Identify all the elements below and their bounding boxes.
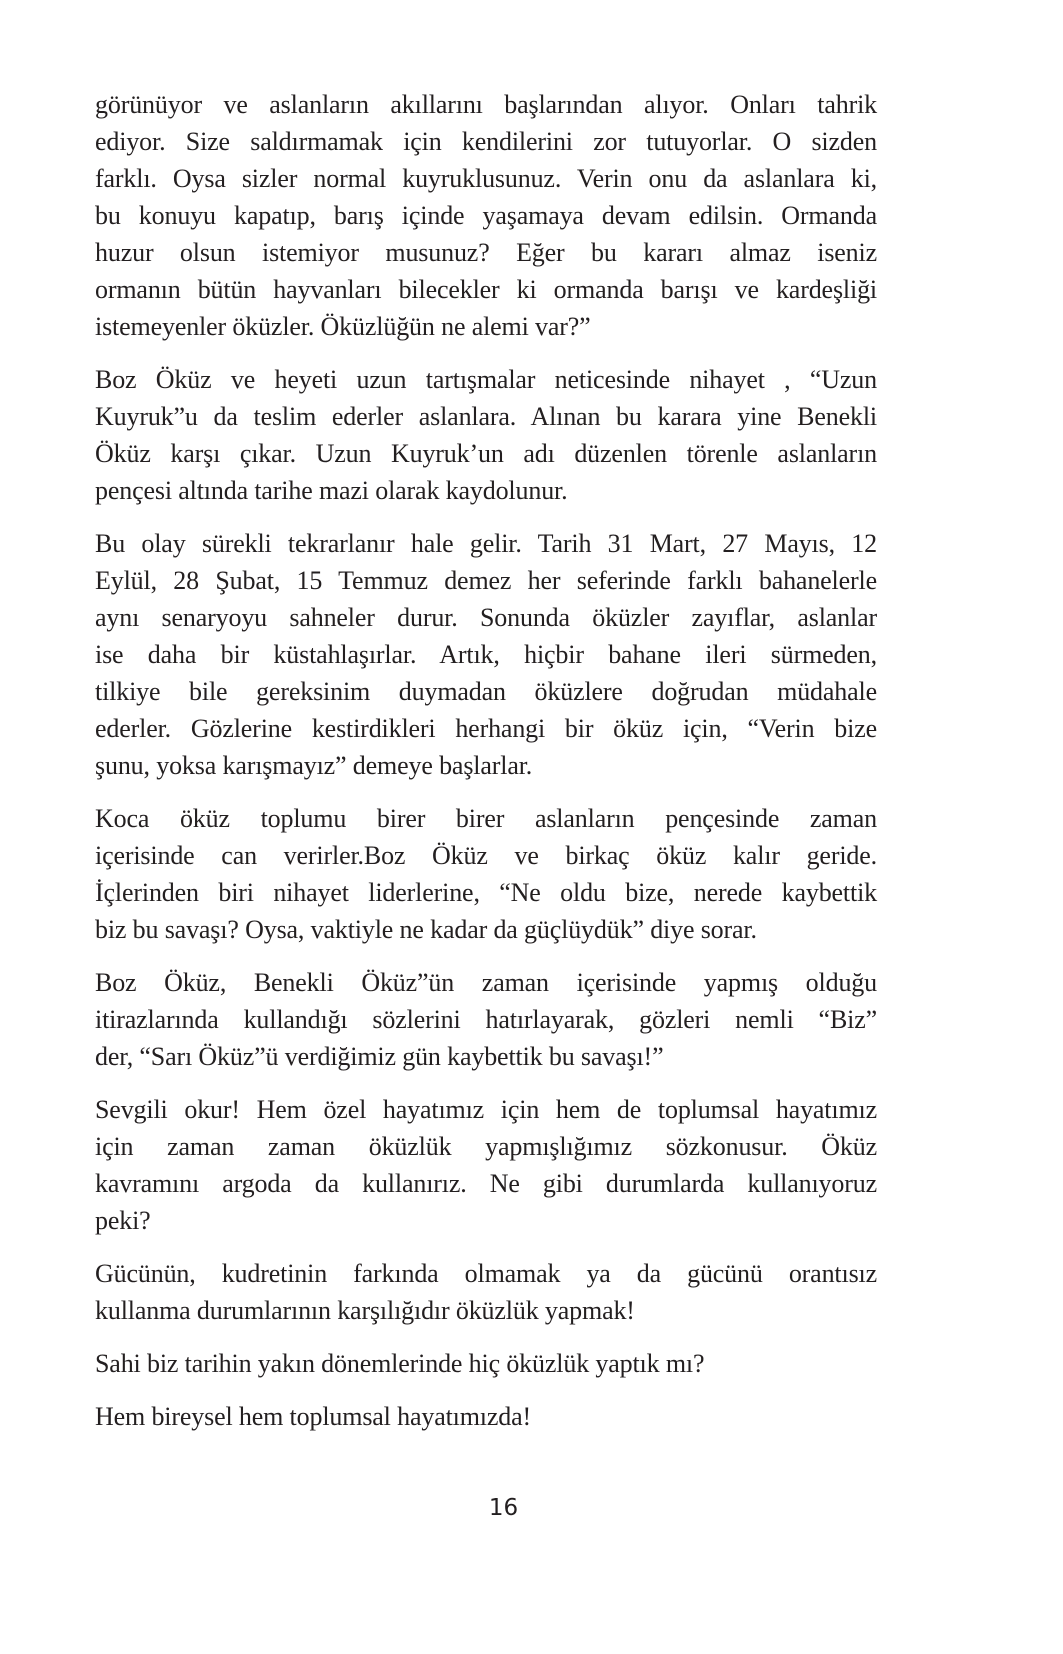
text-line: bu konuyu kapatıp, barış içinde yaşamaya devam edilsin. Ormanda: [95, 201, 877, 230]
text-line: Öküz karşı çıkar. Uzun Kuyruk’un adı düzenlen törenle aslanların: [95, 439, 877, 468]
text-line: için zaman zaman öküzlük yapmışlığımız sözkonusur. Öküz: [95, 1132, 877, 1161]
text-line: farklı. Oysa sizler normal kuyruklusunuz. Verin onu da aslanlara ki,: [95, 164, 877, 193]
text-line: Sahi biz tarihin yakın dönemlerinde hiç öküzlük yaptık mı?: [95, 1349, 705, 1378]
paragraph-6: [95, 1091, 877, 1239]
text-line: Hem bireysel hem toplumsal hayatımızda!: [95, 1402, 532, 1431]
text-line: tilkiye bile gereksinim duymadan öküzlere doğrudan müdahale: [95, 677, 877, 706]
text-line: kullanma durumlarının karşılığıdır öküzlük yapmak!: [95, 1296, 635, 1325]
text-line: Boz Öküz, Benekli Öküz”ün zaman içerisinde yapmış olduğu: [95, 968, 877, 997]
text-line: aynı senaryoyu sahneler durur. Sonunda öküzler zayıflar, aslanlar: [95, 603, 877, 632]
text-line: biz bu savaşı? Oysa, vaktiyle ne kadar da güçlüydük” diye sorar.: [95, 915, 757, 944]
paragraph-9: [95, 1398, 877, 1435]
paragraph-7: [95, 1255, 877, 1329]
text-line: ediyor. Size saldırmamak için kendilerini zor tutuyorlar. O sizden: [95, 127, 877, 156]
text-line: İçlerinden biri nihayet liderlerine, “Ne oldu bize, nerede kaybettik: [95, 878, 877, 907]
paragraph-1: [95, 86, 877, 345]
paragraph-5: [95, 964, 877, 1075]
text-line: Kuyruk”u da teslim ederler aslanlara. Alınan bu karara yine Benekli: [95, 402, 877, 431]
page-number: 16: [488, 1495, 519, 1521]
text-line: Boz Öküz ve heyeti uzun tartışmalar neticesinde nihayet , “Uzun: [95, 365, 877, 394]
text-line: ederler. Gözlerine kestirdikleri herhangi bir öküz için, “Verin bize: [95, 714, 877, 743]
text-line: Sevgili okur! Hem özel hayatımız için hem de toplumsal hayatımız: [95, 1095, 877, 1124]
text-line: kavramını argoda da kullanırız. Ne gibi durumlarda kullanıyoruz: [95, 1169, 877, 1198]
text-line: pençesi altında tarihe mazi olarak kaydolunur.: [95, 476, 568, 505]
text-line: huzur olsun istemiyor musunuz? Eğer bu kararı almaz iseniz: [95, 238, 877, 267]
text-line: Bu olay sürekli tekrarlanır hale gelir. Tarih 31 Mart, 27 Mayıs, 12: [95, 529, 877, 558]
text-line: peki?: [95, 1206, 151, 1235]
text-line: ise daha bir küstahlaşırlar. Artık, hiçbir bahane ileri sürmeden,: [95, 640, 877, 669]
text-line: istemeyenler öküzler. Öküzlüğün ne alemi var?”: [95, 312, 591, 341]
text-line: Koca öküz toplumu birer birer aslanların pençesinde zaman: [95, 804, 877, 833]
paragraph-4: [95, 800, 877, 948]
text-line: Gücünün, kudretinin farkında olmamak ya da gücünü orantısız: [95, 1259, 877, 1288]
page-body: [95, 86, 877, 1451]
text-line: içerisinde can verirler.Boz Öküz ve birkaç öküz kalır geride.: [95, 841, 877, 870]
paragraph-8: [95, 1345, 877, 1382]
text-line: Eylül, 28 Şubat, 15 Temmuz demez her seferinde farklı bahanelerle: [95, 566, 877, 595]
text-line: ormanın bütün hayvanları bilecekler ki ormanda barışı ve kardeşliği: [95, 275, 877, 304]
text-line: der, “Sarı Öküz”ü verdiğimiz gün kaybettik bu savaşı!”: [95, 1042, 664, 1071]
text-line: şunu, yoksa karışmayız” demeye başlarlar.: [95, 751, 533, 780]
paragraph-2: [95, 361, 877, 509]
text-line: görünüyor ve aslanların akıllarını başlarından alıyor. Onları tahrik: [95, 90, 877, 119]
text-line: itirazlarında kullandığı sözlerini hatırlayarak, gözleri nemli “Biz”: [95, 1005, 877, 1034]
paragraph-3: [95, 525, 877, 784]
